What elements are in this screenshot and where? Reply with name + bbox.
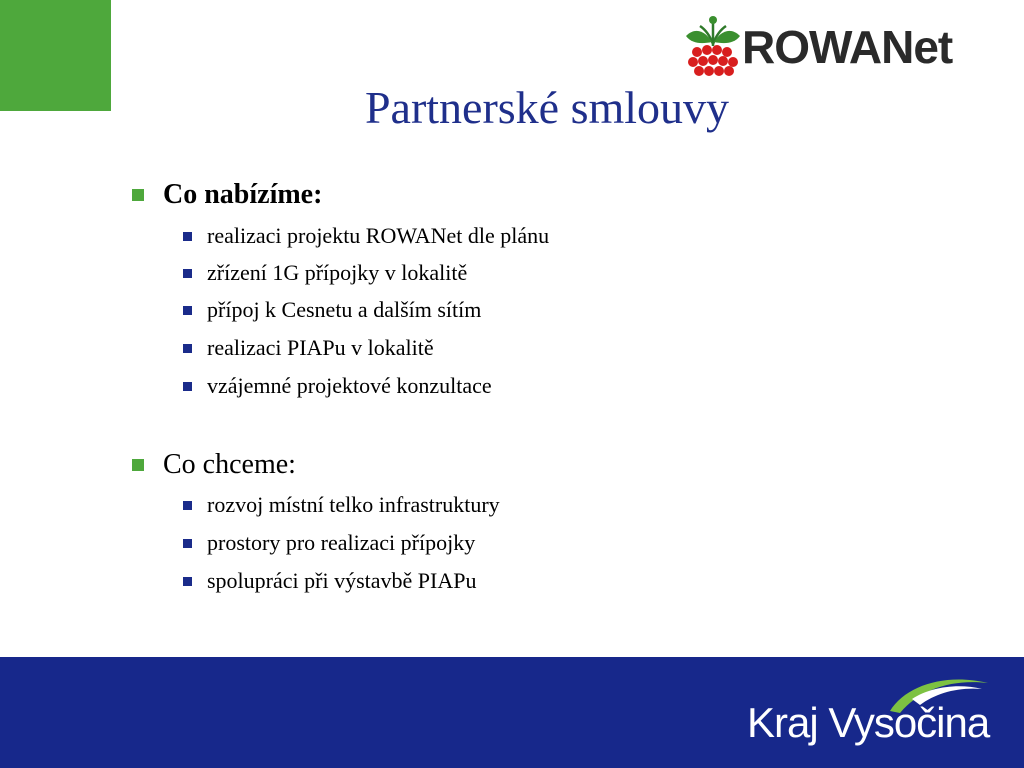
- section-heading-text: Co chceme:: [163, 449, 296, 480]
- list-item-text: prostory pro realizaci přípojky: [207, 530, 476, 555]
- square-bullet-icon: [183, 232, 192, 241]
- section-heading-text: Co nabízíme:: [163, 179, 323, 210]
- list-item-text: rozvoj místní telko infrastruktury: [207, 492, 500, 517]
- rowanet-logo-text: ROWANet: [742, 21, 953, 73]
- footer-bar: [0, 657, 1024, 768]
- list-item-text: přípoj k Cesnetu a dalším sítím: [207, 297, 482, 322]
- slide-title: Partnerské smlouvy: [364, 82, 730, 133]
- square-bullet-icon: [183, 501, 192, 510]
- list-item-text: realizaci PIAPu v lokalitě: [207, 335, 434, 360]
- list-item-text: vzájemné projektové konzultace: [207, 373, 492, 398]
- square-bullet-icon: [183, 577, 192, 586]
- kraj-vysocina-logo-text: Kraj Vysočina: [747, 699, 990, 746]
- list-item-text: zřízení 1G přípojky v lokalitě: [207, 260, 468, 285]
- square-bullet-icon: [183, 382, 192, 391]
- square-bullet-icon: [132, 459, 144, 471]
- list-item-text: spolupráci při výstavbě PIAPu: [207, 568, 477, 593]
- square-bullet-icon: [183, 269, 192, 278]
- square-bullet-icon: [183, 539, 192, 548]
- square-bullet-icon: [183, 306, 192, 315]
- list-item-text: realizaci projektu ROWANet dle plánu: [207, 223, 550, 248]
- square-bullet-icon: [183, 344, 192, 353]
- square-bullet-icon: [132, 189, 144, 201]
